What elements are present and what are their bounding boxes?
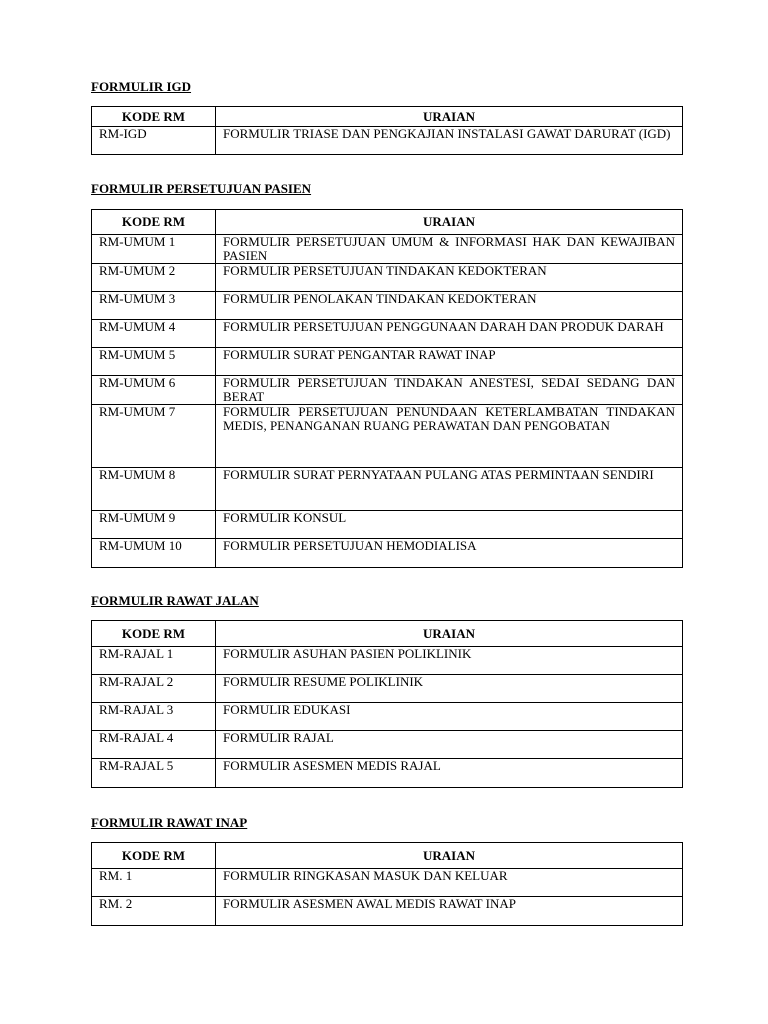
cell-uraian: FORMULIR SURAT PENGANTAR RAWAT INAP [216, 348, 683, 376]
cell-uraian: FORMULIR RINGKASAN MASUK DAN KELUAR [216, 869, 683, 897]
header-uraian: URAIAN [216, 621, 683, 647]
header-kode-rm: KODE RM [92, 210, 216, 235]
header-kode-rm: KODE RM [92, 107, 216, 127]
cell-kode: RM. 2 [92, 897, 216, 926]
table-row [92, 376, 683, 405]
section-heading: FORMULIR RAWAT INAP [91, 815, 248, 830]
table-header-row [92, 107, 683, 127]
header-uraian: URAIAN [216, 843, 683, 869]
header-uraian: URAIAN [216, 210, 683, 235]
table-row [92, 897, 683, 926]
cell-uraian: FORMULIR PERSETUJUAN TINDAKAN KEDOKTERAN [216, 264, 683, 292]
cell-kode: RM-UMUM 2 [92, 264, 216, 292]
cell-kode: RM-RAJAL 2 [92, 675, 216, 703]
table-row [92, 759, 683, 788]
table-row [92, 869, 683, 897]
table-row [92, 320, 683, 348]
cell-uraian: FORMULIR PERSETUJUAN HEMODIALISA [216, 539, 683, 568]
header-uraian: URAIAN [216, 107, 683, 127]
cell-kode: RM-RAJAL 1 [92, 647, 216, 675]
cell-kode: RM-RAJAL 4 [92, 731, 216, 759]
table-rawat-inap [91, 842, 683, 926]
cell-kode: RM. 1 [92, 869, 216, 897]
table-header-row [92, 210, 683, 235]
cell-kode: RM-RAJAL 3 [92, 703, 216, 731]
table-row [92, 731, 683, 759]
cell-kode: RM-UMUM 3 [92, 292, 216, 320]
cell-uraian: FORMULIR ASESMEN MEDIS RAJAL [216, 759, 683, 788]
table-row [92, 539, 683, 568]
cell-uraian: FORMULIR RESUME POLIKLINIK [216, 675, 683, 703]
table-row [92, 468, 683, 511]
cell-kode: RM-IGD [92, 127, 216, 155]
section-heading: FORMULIR RAWAT JALAN [91, 593, 259, 608]
cell-uraian: FORMULIR ASESMEN AWAL MEDIS RAWAT INAP [216, 897, 683, 926]
cell-kode: RM-UMUM 9 [92, 511, 216, 539]
cell-uraian: FORMULIR ASUHAN PASIEN POLIKLINIK [216, 647, 683, 675]
table-row [92, 235, 683, 264]
cell-kode: RM-UMUM 5 [92, 348, 216, 376]
cell-uraian: FORMULIR EDUKASI [216, 703, 683, 731]
cell-kode: RM-UMUM 1 [92, 235, 216, 264]
table-row [92, 127, 683, 155]
table-row [92, 348, 683, 376]
table-row [92, 647, 683, 675]
cell-kode: RM-UMUM 6 [92, 376, 216, 405]
cell-kode: RM-UMUM 8 [92, 468, 216, 511]
table-row [92, 703, 683, 731]
header-kode-rm: KODE RM [92, 843, 216, 869]
cell-uraian: FORMULIR RAJAL [216, 731, 683, 759]
table-header-row [92, 621, 683, 647]
cell-uraian: FORMULIR PERSETUJUAN UMUM & INFORMASI HAK DAN KEWAJIBAN PASIEN [216, 235, 683, 264]
cell-uraian: FORMULIR TRIASE DAN PENGKAJIAN INSTALASI GAWAT DARURAT (IGD) [216, 127, 683, 155]
table-rawat-jalan [91, 620, 683, 788]
table-row [92, 511, 683, 539]
cell-kode: RM-UMUM 4 [92, 320, 216, 348]
table-row [92, 292, 683, 320]
cell-uraian: FORMULIR PERSETUJUAN TINDAKAN ANESTESI, SEDAI SEDANG DAN BERAT [216, 376, 683, 405]
table-persetujuan-pasien [91, 209, 683, 568]
cell-uraian: FORMULIR PERSETUJUAN PENGGUNAAN DARAH DAN PRODUK DARAH [216, 320, 683, 348]
header-kode-rm: KODE RM [92, 621, 216, 647]
table-row [92, 675, 683, 703]
table-header-row [92, 843, 683, 869]
cell-uraian: FORMULIR PENOLAKAN TINDAKAN KEDOKTERAN [216, 292, 683, 320]
cell-uraian: FORMULIR KONSUL [216, 511, 683, 539]
table-row [92, 264, 683, 292]
table-igd [91, 106, 683, 155]
table-row [92, 405, 683, 468]
section-heading: FORMULIR PERSETUJUAN PASIEN [91, 181, 312, 196]
cell-kode: RM-UMUM 10 [92, 539, 216, 568]
cell-uraian: FORMULIR PERSETUJUAN PENUNDAAN KETERLAMBATAN TINDAKAN MEDIS, PENANGANAN RUANG PERAWATAN DAN PENGOBATAN [216, 405, 683, 468]
cell-kode: RM-UMUM 7 [92, 405, 216, 468]
section-heading: FORMULIR IGD [91, 79, 192, 94]
cell-uraian: FORMULIR SURAT PERNYATAAN PULANG ATAS PERMINTAAN SENDIRI [216, 468, 683, 511]
cell-kode: RM-RAJAL 5 [92, 759, 216, 788]
